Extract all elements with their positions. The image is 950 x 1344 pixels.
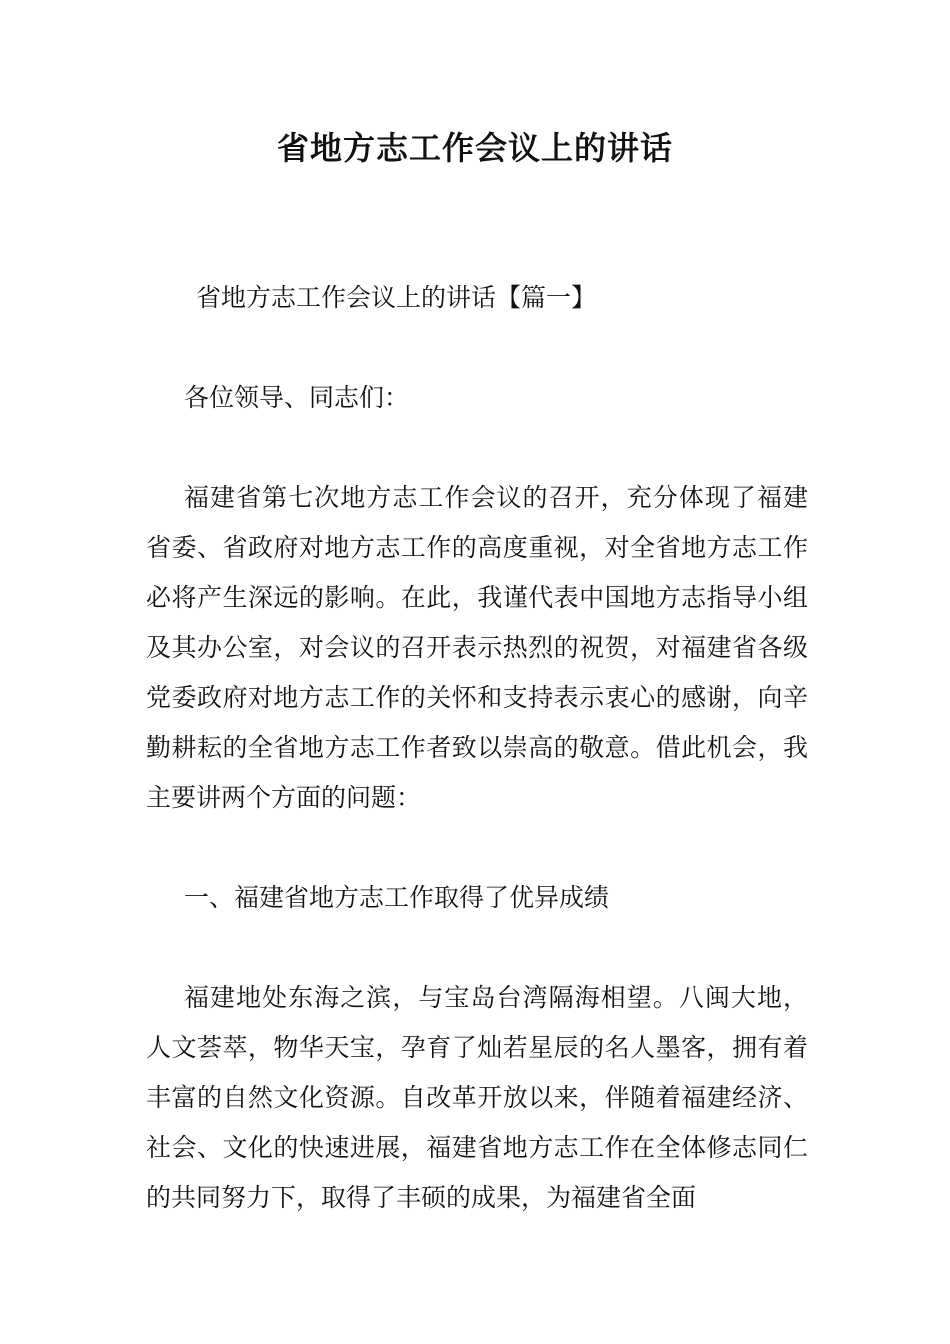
document-title: 省地方志工作会议上的讲话 xyxy=(276,129,673,167)
document-subtitle: 省地方志工作会议上的讲话【篇一】 xyxy=(196,283,597,312)
paragraph-2: 福建地处东海之滨，与宝岛台湾隔海相望。八闽大地，人文荟萃，物华天宝，孕育了灿若星辰的名人墨客，拥有着丰富的自然文化资源。自改革开放以来，伴随着福建经济、社会、文化的快速进展，福建省地方志工作在全体修志同仁的共同努力下，取得了丰硕的成果，为福建省全面 xyxy=(146,983,808,1212)
salutation: 各位领导、同志们： xyxy=(184,383,410,412)
paragraph-1: 福建省第七次地方志工作会议的召开，充分体现了福建省委、省政府对地方志工作的高度重视，对全省地方志工作必将产生深远的影响。在此，我谨代表中国地方志指导小组及其办公室，对会议的召开表示热烈的祝贺，对福建省各级党委政府对地方志工作的关怀和支持表示衷心的感谢，向辛勤耕耘的全省地方志工作者致以崇高的敬意。借此机会，我主要讲两个方面的问题： xyxy=(146,483,808,812)
section-heading: 一、福建省地方志工作取得了优异成绩 xyxy=(184,883,610,912)
